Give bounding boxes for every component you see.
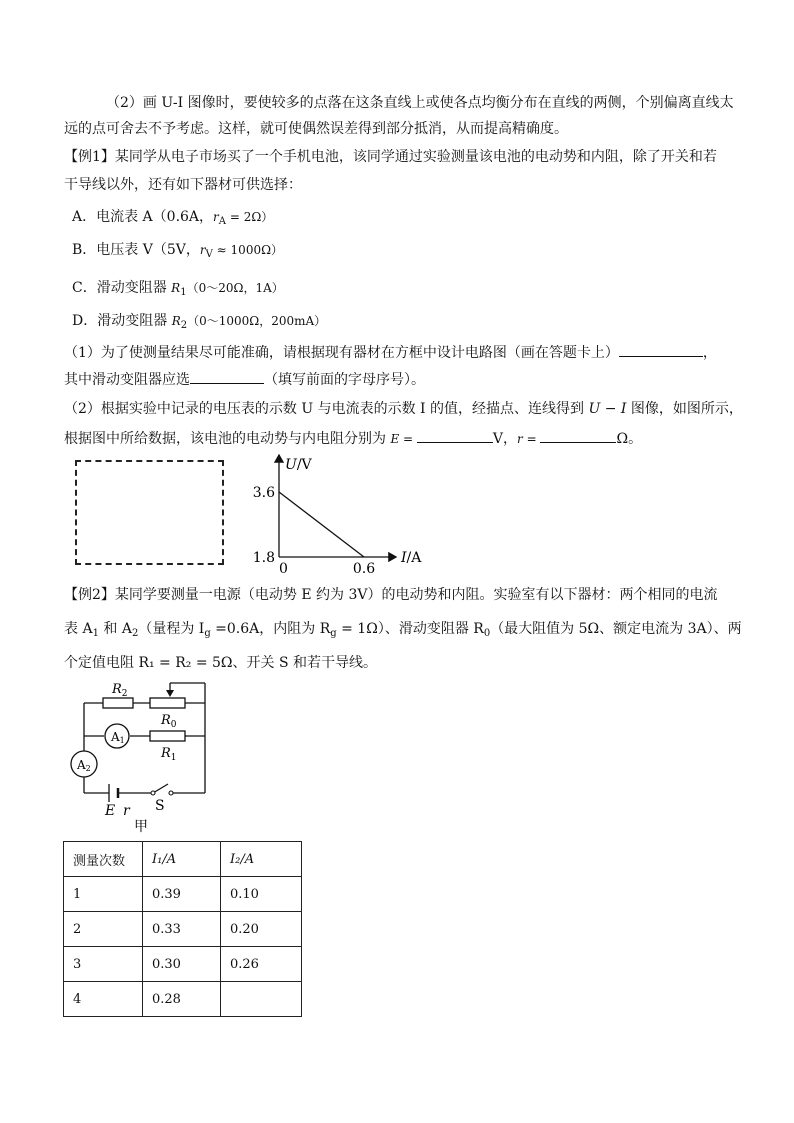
table-cell: 3 [64,947,143,982]
x-tick-label: 0 [279,561,288,577]
answer-blank [619,342,703,357]
label-s: S [155,798,165,814]
label-r1: $R_1$ [161,746,177,763]
table-header: I₁/A [143,842,221,877]
measurement-table [63,841,302,1017]
question-1-cont: 其中滑动变阻器应选 （填写前面的字母序号）。 [64,369,425,390]
table-cell: 0.33 [143,912,221,947]
table-header: I₂/A [221,842,302,877]
question-2: （2）根据实验中记录的电压表的示数 U 与电流表的示数 I 的值，经描点、连线得到 U − I 图像，如图所示， [64,401,743,417]
table-cell: 2 [64,912,143,947]
label-r2: $R_2$ [112,682,128,699]
question-1: （1）为了使测量结果尽可能准确，请根据现有器材在方框中设计电路图（画在答题卡上） ， [64,342,717,363]
table-row [64,982,302,1017]
y-axis-label: U/V [285,457,312,473]
table-cell: 0.26 [221,947,302,982]
x-axis-label: I/A [401,550,422,566]
rheostat-r0 [150,698,185,708]
example2-text: 个定值电阻 R₁ = R₂ = 5Ω、开关 S 和若干导线。 [64,655,378,671]
label-a1: A1 [111,730,125,745]
label-a2: A2 [77,758,91,773]
slider-arrow-icon [166,690,174,697]
resistor-r2 [103,698,133,708]
table-row [64,877,302,912]
example1-text: 干导线以外，还有如下器材可供选择： [64,177,302,193]
switch-pivot [151,791,155,795]
example2-text: 【例2】某同学要测量一电源（电动势 E 约为 3V）的电动势和内阻。实验室有以下器材：两个相同的电流 [64,587,718,603]
resistor-r1 [150,731,185,741]
circuit-answer-box [75,460,224,565]
switch-contact [169,791,173,795]
example1-text: 【例1】某同学从电子市场买了一个手机电池，该同学通过实验测量该电池的电动势和内阻，除了开关和若 [64,149,717,165]
table-cell: 0.39 [143,877,221,912]
table-row [64,912,302,947]
circuit-diagram [68,675,228,835]
table-cell: 1 [64,877,143,912]
question-2-cont: 根据图中所给数据，该电池的电动势与内电阻分别为 E = V，r = Ω。 [64,428,642,449]
table-cell: 4 [64,982,143,1017]
y-tick-label: 1.8 [252,550,275,566]
paragraph-line: （2）画 U-I 图像时，要使较多的点落在这条直线上或使各点均衡分布在直线的两侧，个别偏离直线太 [106,95,734,111]
y-tick-label: 3.6 [252,485,275,501]
table-cell [221,982,302,1017]
option-d: D．滑动变阻器 $R_2(0\sim 1000\Omega$，200mA） [72,313,327,331]
table-cell: 0.20 [221,912,302,947]
example2-text: 表 $A_1$ 和 $A_2$（量程为 $I_g =0.6A$，内阻为 $R_g = 1\Omega$）、滑动变阻器 $R_0$（最大阻值为 5Ω、额定电流为 3A）、两 [64,621,742,639]
x-tick-label: 0.6 [352,561,376,577]
table-cell: 0.28 [143,982,221,1017]
table-cell: 0.10 [221,877,302,912]
table-cell: 0.30 [143,947,221,982]
label-r: r [123,803,130,819]
table-row [64,947,302,982]
u-i-graph [244,450,444,577]
figure-caption: 甲 [134,819,148,835]
label-r0: $R_0$ [161,713,177,730]
label-e: E [105,803,116,819]
answer-blank [540,428,616,443]
option-c: C．滑动变阻器 $R_1(0\sim 20\Omega$，1A） [72,280,284,298]
table-header: 测量次数 [64,842,143,877]
table-header-row [64,842,302,877]
paragraph-line: 远的点可舍去不予考虑。这样，就可使偶然误差得到部分抵消，从而提高精确度。 [64,121,568,137]
option-a: A．电流表 A（0.6A，$r_A = 2\Omega$） [72,209,274,227]
answer-blank [190,369,264,384]
answer-blank [417,428,493,443]
series-line [279,492,364,557]
option-b: B．电压表 V（5V，$r_V \approx 1000\Omega$） [72,242,284,260]
